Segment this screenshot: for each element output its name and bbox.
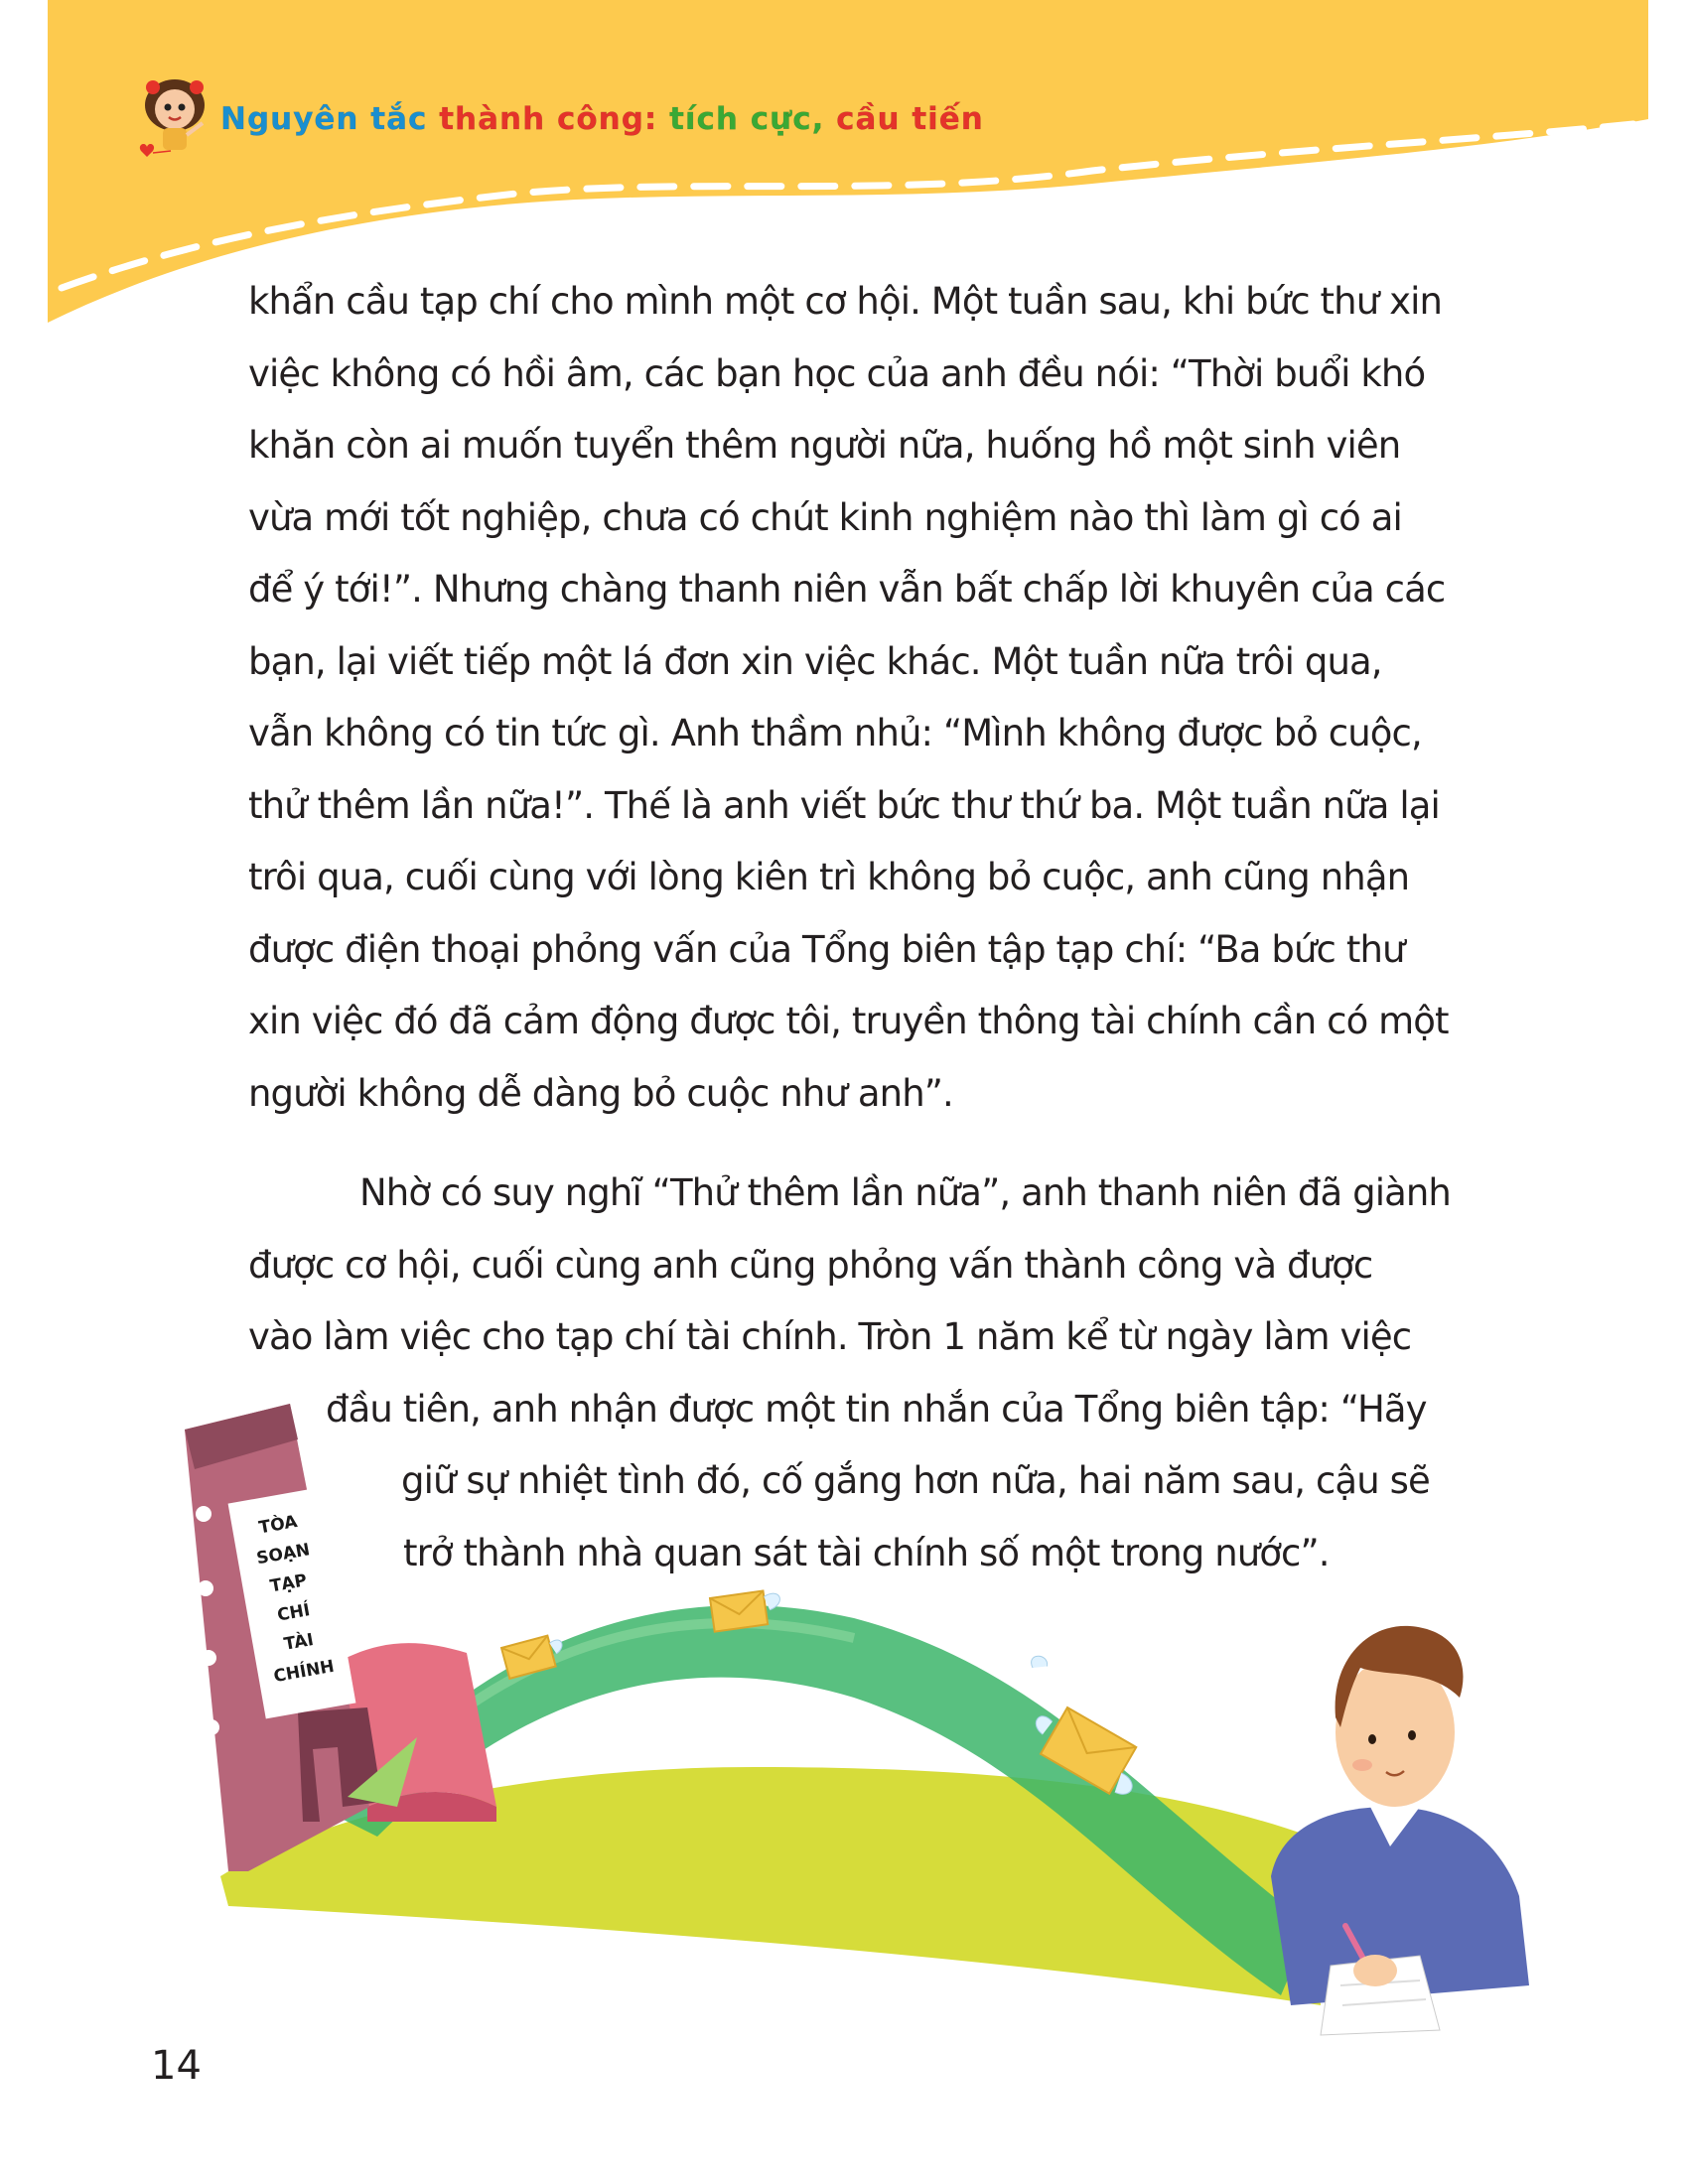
text-line: vẫn không có tin tức gì. Anh thầm nhủ: “Mình không được bỏ cuộc,	[248, 712, 1422, 754]
boy-writing-icon	[1271, 1626, 1529, 2035]
text-line: việc không có hồi âm, các bạn học của anh đều nói: “Thời buổi khó	[248, 351, 1426, 395]
text-line: khăn còn ai muốn tuyển thêm người nữa, huống hồ một sinh viên	[248, 424, 1401, 467]
text-line: được cơ hội, cuối cùng anh cũng phỏng vấn thành công và được	[248, 1243, 1373, 1287]
text-line: Nhờ có suy nghĩ “Thử thêm lần nữa”, anh thanh niên đã giành	[359, 1171, 1451, 1214]
sign-line-2: SOẠN	[254, 1540, 312, 1570]
sign-line-5: TÀI	[282, 1629, 316, 1655]
title-part-3: tích cực,	[669, 101, 837, 137]
title-part-4: cầu tiến	[836, 101, 984, 137]
mascot-girl-icon	[127, 66, 222, 161]
sign-line-1: TÒA	[257, 1512, 299, 1539]
sign-line-3: TẠP	[268, 1570, 309, 1597]
text-line: người không dễ dàng bỏ cuộc như anh”.	[248, 1071, 953, 1115]
text-line: bạn, lại viết tiếp một lá đơn xin việc khác. Một tuần nữa trôi qua,	[248, 639, 1382, 683]
text-line: xin việc đó đã cảm động được tôi, truyền thông tài chính cần có một	[248, 1000, 1449, 1042]
paragraph-1	[248, 266, 1449, 1130]
envelope-icon	[1031, 1655, 1049, 1670]
text-line: đầu tiên, anh nhận được một tin nhắn của Tổng biên tập: “Hãy	[326, 1387, 1427, 1431]
text-line: giữ sự nhiệt tình đó, cố gắng hơn nữa, hai năm sau, cậu sẽ	[401, 1459, 1430, 1502]
text-line: vừa mới tốt nghiệp, chưa có chút kinh nghiệm nào thì làm gì có ai	[248, 495, 1402, 539]
sign-line-4: CHÍ	[275, 1600, 312, 1626]
sign-line-6: CHÍNH	[272, 1656, 337, 1688]
text-line: được điện thoại phỏng vấn của Tổng biên tập tạp chí: “Ba bức thư	[248, 927, 1405, 971]
chapter-title	[220, 101, 984, 137]
text-line: thử thêm lần nữa!”. Thế là anh viết bức thư thứ ba. Một tuần nữa lại	[248, 783, 1440, 827]
text-line: để ý tới!”. Nhưng chàng thanh niên vẫn bất chấp lời khuyên của các	[248, 568, 1446, 611]
title-part-2: thành công:	[439, 101, 670, 137]
text-line: trở thành nhà quan sát tài chính số một trong nước”.	[403, 1531, 1330, 1574]
story-illustration	[0, 1370, 1688, 2055]
title-part-1: Nguyên tắc	[220, 101, 440, 137]
text-line: trôi qua, cuối cùng với lòng kiên trì không bỏ cuộc, anh cũng nhận	[248, 856, 1410, 898]
text-line: khẩn cầu tạp chí cho mình một cơ hội. Một tuần sau, khi bức thư xin	[248, 280, 1443, 323]
page-number: 14	[151, 2043, 202, 2089]
text-line: vào làm việc cho tạp chí tài chính. Tròn 1 năm kể từ ngày làm việc	[248, 1315, 1412, 1358]
